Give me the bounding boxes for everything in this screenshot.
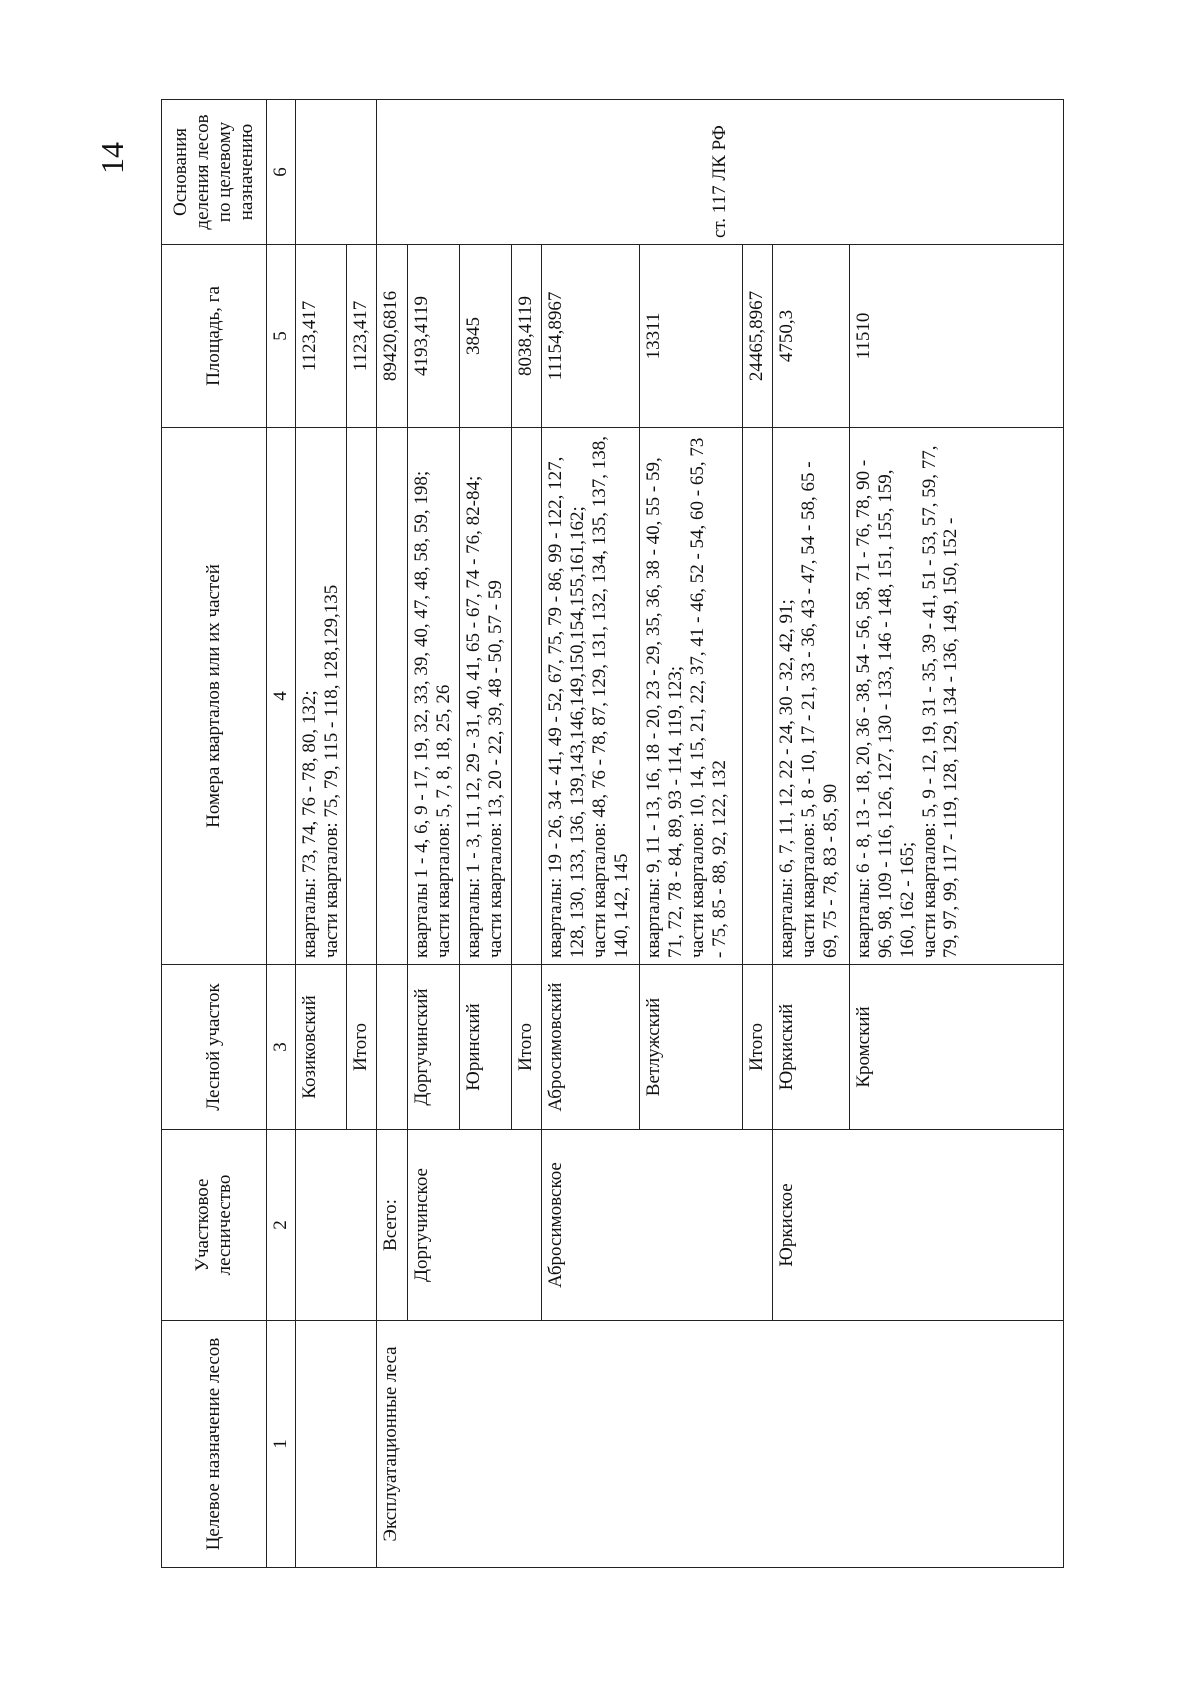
district-cell: Абросимовское [542, 1130, 640, 1321]
quarter-parts-list: части кварталов: 5, 8 - 10, 17 - 21, 33 - 36, 43 - 47, 54 - 58, 65 - 69, 75 - 78, 83 - 85, 90 [797, 461, 841, 958]
quarters-cell [408, 428, 460, 965]
total-area: 89420,6816 [377, 245, 408, 428]
subtotal-label: Итого [743, 965, 773, 1130]
column-number: 4 [267, 428, 296, 965]
plot-cell: Юринский [460, 965, 512, 1130]
header-district: Участковое лесничество [162, 1130, 267, 1321]
header-basis: Основания деления лесов по целевому назначению [162, 100, 267, 245]
quarter-parts-list: части кварталов: 75, 79, 115 - 118, 128,129,135 [320, 584, 342, 958]
quarter-parts-list: части кварталов: 13, 20 - 22, 39, 48 - 50, 57 - 59 [484, 580, 506, 958]
subtotal-area: 1123,417 [347, 245, 377, 428]
page-number: 14 [93, 142, 130, 174]
basis-cell: ст. 117 ЛК РФ [377, 100, 1064, 245]
quarter-parts-list: части кварталов: 10, 14, 15, 21, 22, 37, 41 - 46, 52 - 54, 60 - 65, 73 - 75, 85 - 88, 92, 122, 132 [686, 437, 730, 958]
area-cell: 4750,3 [773, 245, 850, 428]
quarters-list: кварталы: 9, 11 - 13, 16, 18 - 20, 23 - 29, 35, 36, 38 - 40, 55 - 59, 71, 72, 78 - 84, 89, 93 - 114, 119, 123; [643, 457, 686, 958]
plot-cell: Козиковский [296, 965, 347, 1130]
quarters-list: кварталы: 73, 74, 76 - 78, 80, 132; [299, 690, 320, 958]
column-number-row [267, 100, 296, 1568]
quarter-parts-list: части кварталов: 48, 76 - 78, 87, 129, 131, 132, 134, 135, 137, 138, 140, 142, 145 [588, 436, 632, 958]
header-area: Площадь, га [162, 245, 267, 428]
area-cell: 13311 [640, 245, 743, 428]
quarter-parts-list: части кварталов: 5, 9 - 12, 19, 31 - 35, 39 - 41, 51 - 53, 57, 59, 77, 79, 97, 99, 117 - 119, 128, 129, 134 - 136, 149, 150, 152 - [918, 445, 962, 958]
total-label: Всего: [377, 1130, 408, 1321]
header-purpose: Целевое назначение лесов [162, 1321, 267, 1568]
quarters-cell [542, 428, 640, 965]
plot-cell: Ветлужский [640, 965, 743, 1130]
column-number: 3 [267, 965, 296, 1130]
plot-cell: Кромский [850, 965, 1064, 1130]
forest-table-container [161, 100, 1064, 1568]
plot-cell: Юркиский [773, 965, 850, 1130]
quarters-cell [773, 428, 850, 965]
quarters-cell [296, 428, 347, 965]
table-row [296, 100, 347, 1568]
area-cell: 1123,417 [296, 245, 347, 428]
district-cell: Доргучинское [408, 1130, 460, 1321]
area-cell: 4193,4119 [408, 245, 460, 428]
subtotal-row [347, 100, 377, 1568]
plot-cell: Абросимовский [542, 965, 640, 1130]
district-cell: Юркиское [773, 1130, 850, 1321]
area-cell: 11154,8967 [542, 245, 640, 428]
quarters-list: кварталы: 1 - 3, 11, 12, 29 - 31, 40, 41, 65 - 67, 74 - 76, 82-84; [463, 475, 484, 958]
quarters-cell [460, 428, 512, 965]
quarters-list: кварталы: 6 - 8, 13 - 18, 20, 36 - 38, 54 - 56, 58, 71 - 76, 78, 90 - 96, 98, 109 - 116, 126, 127, 130 - 133, 146 - 148, 151, 155, 159, 160, 162 - 165; [853, 459, 918, 958]
area-cell: 3845 [460, 245, 512, 428]
area-cell: 11510 [850, 245, 1064, 428]
subtotal-area: 8038,4119 [512, 245, 542, 428]
total-row [377, 100, 408, 1568]
subtotal-label: Итого [512, 965, 542, 1130]
quarter-parts-list: части кварталов: 5, 7, 8, 18, 25, 26 [432, 684, 454, 958]
quarters-list: кварталы 1 - 4, 6, 9 - 17, 19, 32, 33, 39, 40, 47, 48, 58, 59, 198; [411, 470, 432, 958]
plot-cell: Доргучинский [408, 965, 460, 1130]
column-number: 1 [267, 1321, 296, 1568]
quarters-cell [640, 428, 743, 965]
subtotal-area: 24465,8967 [743, 245, 773, 428]
header-plot: Лесной участок [162, 965, 267, 1130]
column-number: 6 [267, 100, 296, 245]
subtotal-label: Итого [347, 965, 377, 1130]
header-quarters: Номера кварталов или их частей [162, 428, 267, 965]
quarters-list: кварталы: 6, 7, 11, 12, 22 - 24, 30 - 32, 42, 91; [776, 599, 797, 958]
purpose-cell: Эксплуатационные леса [377, 1321, 1064, 1568]
column-number: 2 [267, 1130, 296, 1321]
forest-designation-table [161, 99, 1064, 1568]
quarters-list: кварталы: 19 - 26, 34 - 41, 49 - 52, 67, 75, 79 - 86, 99 - 122, 127, 128, 130, 133, 136, 139,143,146,149,150,154,155,161,162; [545, 456, 588, 958]
header-row [162, 100, 267, 1568]
column-number: 5 [267, 245, 296, 428]
quarters-cell [850, 428, 1064, 965]
